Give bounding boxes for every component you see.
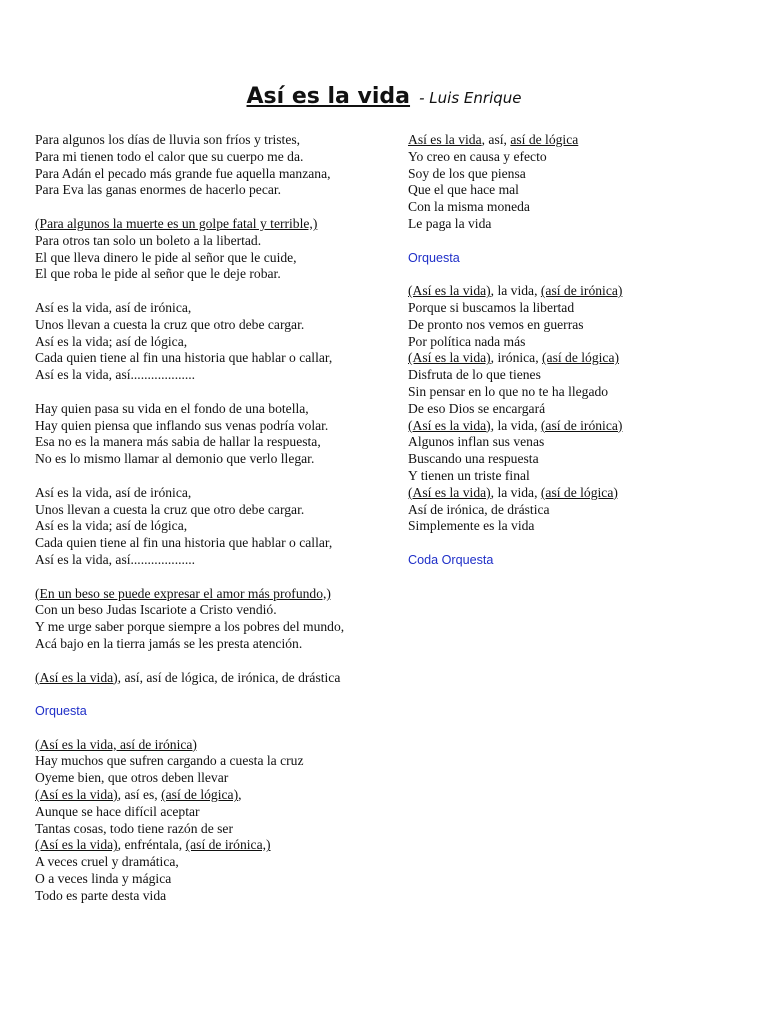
lyric-line [408, 350, 748, 367]
lyric-line [408, 485, 748, 502]
lyric-fragment: así de lógica [510, 132, 579, 147]
lyric-fragment: (así de lógica) [161, 787, 239, 803]
lyric-line: Porque si buscamos la libertad [408, 299, 575, 315]
lyric-line: El que lleva dinero le pide al señor que le cuide, [35, 249, 297, 265]
lyric-fragment: Así es la vida [408, 132, 482, 147]
lyric-line: Así es la vida, así de irónica, [35, 299, 192, 315]
lyric-line [408, 418, 748, 435]
right-column [408, 132, 748, 586]
lyric-line: (Para algunos la muerte es un golpe fatal y terrible,) [35, 215, 318, 231]
lyric-line: Hay quien piensa que inflando sus venas podría volar. [35, 417, 329, 433]
lyric-line: Para Adán el pecado más grande fue aquella manzana, [35, 165, 331, 181]
lyric-line: Con un beso Judas Iscariote a Cristo vendió. [35, 602, 277, 618]
lyric-line: Aunque se hace difícil aceptar [35, 803, 200, 819]
lyric-fragment: (así de lógica) [542, 350, 620, 366]
lyric-fragment: , así es, [117, 787, 162, 803]
lyric-fragment: (Así es la vida) [408, 350, 491, 366]
lyric-line: (Así es la vida, así de irónica) [35, 736, 197, 752]
lyric-line: Cada quien tiene al fin una historia que hablar o callar, [35, 350, 333, 366]
lyric-line: Así es la vida; así de lógica, [35, 333, 188, 349]
lyric-line: Algunos inflan sus venas [408, 434, 545, 450]
lyric-fragment: , así, así de lógica, de irónica, de drástica [117, 669, 341, 685]
lyric-line: Cada quien tiene al fin una historia que hablar o callar, [35, 535, 333, 551]
lyric-line: O a veces linda y mágica [35, 871, 172, 887]
lyric-line: Buscando una respuesta [408, 451, 539, 467]
lyric-line: De eso Dios se encargará [408, 400, 546, 416]
lyric-fragment: (así de lógica) [540, 484, 618, 500]
lyric-line: Oyeme bien, que otros deben llevar [35, 770, 229, 786]
lyric-fragment: (Así es la vida) [35, 669, 118, 685]
lyric-line: Hay quien pasa su vida en el fondo de una botella, [35, 400, 309, 416]
lyric-line: Y tienen un triste final [408, 467, 530, 483]
chorus-2 [35, 485, 387, 569]
lyric-line: Acá bajo en la tierra jamás se les presta atención. [35, 635, 303, 651]
lyric-line: Por política nada más [408, 333, 526, 349]
lyric-fragment: (así de irónica) [540, 417, 623, 433]
lyric-line: Esa no es la manera más sabia de hallar la respuesta, [35, 434, 321, 450]
lyric-fragment: , [238, 787, 242, 803]
song-author: - Luis Enrique [419, 89, 522, 107]
lyric-line: Para algunos los días de lluvia son fríos y tristes, [35, 132, 301, 147]
lyric-line: Así es la vida, así de irónica, [35, 484, 192, 500]
stanza-3 [35, 401, 387, 468]
lyric-line [408, 283, 748, 300]
lyric-line: A veces cruel y dramática, [35, 854, 179, 870]
lyric-fragment: , enfréntala, [117, 837, 186, 853]
lyric-line: Así es la vida, así................... [35, 367, 196, 383]
lyric-line [35, 787, 387, 804]
lyric-line: Le paga la vida [408, 215, 492, 231]
lyric-line: Así es la vida, así................... [35, 551, 196, 567]
stanza-8 [408, 283, 748, 535]
stanza-2 [35, 216, 387, 283]
lyric-fragment: (Así es la vida) [408, 484, 491, 500]
stanza-5 [35, 670, 387, 687]
lyric-fragment: (Así es la vida) [408, 283, 491, 299]
lyric-line: El que roba le pide al señor que le deje robar. [35, 266, 281, 282]
lyric-line: Tantas cosas, todo tiene razón de ser [35, 820, 233, 836]
lyric-line: Para mi tienen todo el calor que su cuerpo me da. [35, 148, 304, 164]
lyric-line: Simplemente es la vida [408, 518, 535, 534]
lyric-line [35, 837, 387, 854]
lyric-line: Así de irónica, de drástica [408, 501, 550, 517]
lyric-line: Así es la vida; así de lógica, [35, 518, 188, 534]
lyric-line: Hay muchos que sufren cargando a cuesta la cruz [35, 753, 304, 769]
lyric-fragment: , la vida, [490, 417, 541, 433]
lyric-line: Con la misma moneda [408, 199, 530, 215]
section-label-coda: Coda Orquesta [408, 552, 494, 567]
lyric-line: Todo es parte desta vida [35, 887, 167, 903]
lyric-line: De pronto nos vemos en guerras [408, 316, 584, 332]
lyric-line: Y me urge saber porque siempre a los pobres del mundo, [35, 619, 345, 635]
lyric-fragment: , la vida, [490, 283, 541, 299]
lyric-line [35, 670, 387, 687]
lyric-line: Para Eva las ganas enormes de hacerlo pecar. [35, 182, 282, 198]
lyric-fragment: (Así es la vida) [35, 837, 118, 853]
lyric-line: Para otros tan solo un boleto a la libertad. [35, 232, 262, 248]
lyric-line: Unos llevan a cuesta la cruz que otro debe cargar. [35, 501, 305, 517]
left-column [35, 132, 387, 921]
lyric-line: Que el que hace mal [408, 182, 519, 198]
lyric-fragment: , la vida, [490, 484, 541, 500]
song-title [0, 84, 768, 109]
lyric-line: Yo creo en causa y efecto [408, 148, 547, 164]
lyric-fragment: , así, [481, 132, 511, 147]
stanza-6 [35, 737, 387, 905]
lyric-fragment: (Así es la vida) [35, 787, 118, 803]
lyric-line: Disfruta de lo que tienes [408, 367, 541, 383]
lyric-line: Soy de los que piensa [408, 165, 526, 181]
lyric-line: No es lo mismo llamar al demonio que verlo llegar. [35, 451, 315, 467]
lyric-fragment: (así de irónica) [540, 283, 623, 299]
stanza-7 [408, 132, 748, 233]
section-label-orquesta: Orquesta [408, 250, 460, 265]
stanza-4 [35, 586, 387, 653]
lyric-fragment: , irónica, [490, 350, 543, 366]
lyric-line: (En un beso se puede expresar el amor más profundo,) [35, 585, 331, 601]
lyric-fragment: (Así es la vida) [408, 417, 491, 433]
lyric-line [408, 132, 748, 149]
section-label-orquesta: Orquesta [35, 704, 87, 719]
lyric-line: Sin pensar en lo que no te ha llegado [408, 383, 609, 399]
lyric-fragment: (así de irónica,) [185, 837, 271, 853]
lyric-line: Unos llevan a cuesta la cruz que otro debe cargar. [35, 316, 305, 332]
chorus-1 [35, 300, 387, 384]
song-title-main: Así es la vida [246, 84, 411, 109]
stanza-1 [35, 132, 387, 199]
